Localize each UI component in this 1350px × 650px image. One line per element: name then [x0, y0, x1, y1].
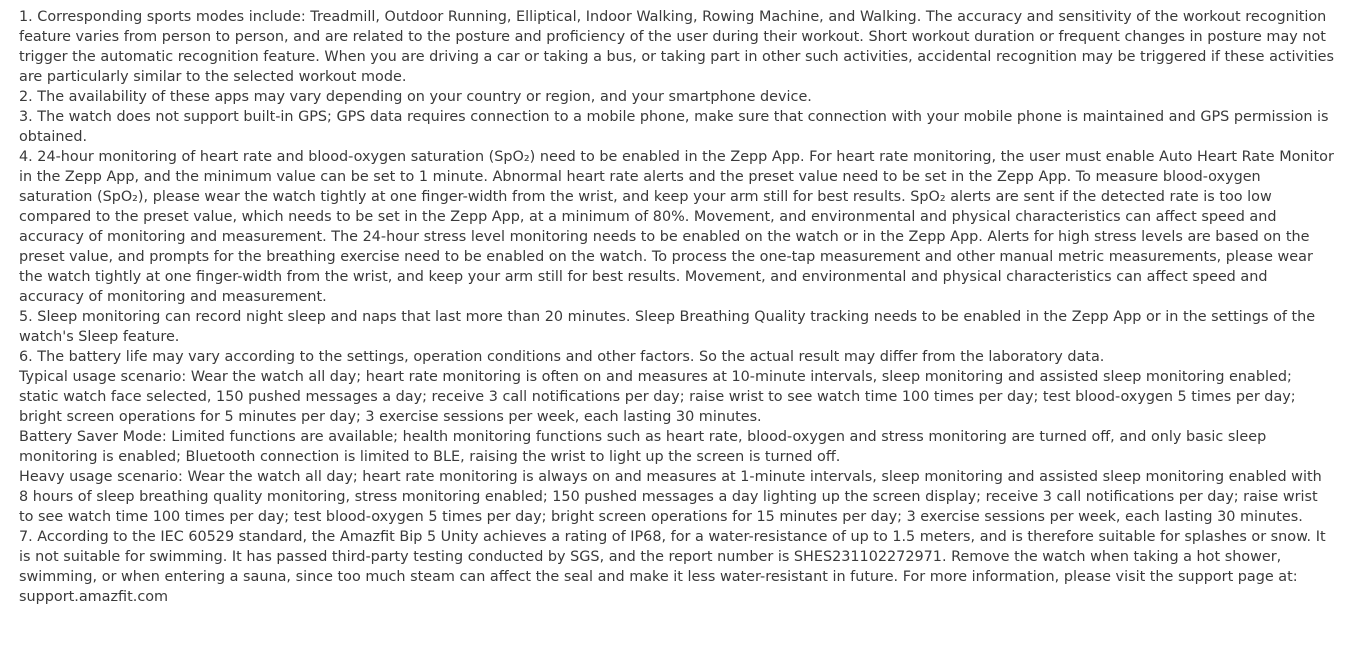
footnote-5: 5. Sleep monitoring can record night sleep and naps that last more than 20 minutes. Sleep Breathing Quality tracking needs to be enabled in the Zepp App or in the settings of the watch's Sleep feature.	[19, 309, 1316, 345]
footnote-7-text: 7. According to the IEC 60529 standard, the Amazfit Bip 5 Unity achieves a rating of IP68, for a water-resistance of up to 1.5 meters, and is therefore suitable for splashes or snow. It is not suitable for swimming. It has passed third-party testing conducted by SGS, and the report number is SHES231102272971. Remove the watch when taking a hot shower, swimming, or when entering a sauna, since too much steam can affect the seal and make it less water-resistant in future. For more information, please visit the support page at:	[19, 529, 1326, 585]
footnote-3: 3. The watch does not support built-in GPS; GPS data requires connection to a mobile phone, make sure that connection with your mobile phone is maintained and GPS permission is obtained.	[19, 109, 1329, 145]
footnote-4: 4. 24-hour monitoring of heart rate and blood-oxygen saturation (SpO₂) need to be enabled in the Zepp App. For heart rate monitoring, the user must enable Auto Heart Rate Monitor in the Zepp App, and the minimum value can be set to 1 minute. Abnormal heart rate alerts and the preset value need to be set in the Zepp App. To measure blood-oxygen saturation (SpO₂), please wear the watch tightly at one finger-width from the wrist, and keep your arm still for best results. SpO₂ alerts are sent if the detected rate is too low compared to the preset value, which needs to be set in the Zepp App, at a minimum of 80%. Movement, and environmental and physical characteristics can affect speed and accuracy of monitoring and measurement. The 24-hour stress level monitoring needs to be enabled on the watch or in the Zepp App. Alerts for high stress levels are based on the preset value, and prompts for the breathing exercise need to be enabled on the watch. To process the one-tap measurement and other manual metric measurements, please wear the watch tightly at one finger-width from the wrist, and keep your arm still for best results. Movement, and environmental and physical characteristics can affect speed and accuracy of monitoring and measurement.	[19, 149, 1334, 305]
footnote-6: 6. The battery life may vary according to the settings, operation conditions and other factors. So the actual result may differ from the laboratory data.	[19, 349, 1105, 365]
footnote-6-typical-usage: Typical usage scenario: Wear the watch all day; heart rate monitoring is often on and measures at 10-minute intervals, sleep monitoring and assisted sleep monitoring enabled; static watch face selected, 150 pushed messages a day; receive 3 call notifications per day; raise wrist to see watch time 100 times per day; test blood-oxygen 5 times per day; bright screen operations for 5 minutes per day; 3 exercise sessions per week, each lasting 30 minutes.	[19, 369, 1296, 425]
footnote-6-battery-saver: Battery Saver Mode: Limited functions are available; health monitoring functions such as heart rate, blood-oxygen and stress monitoring are turned off, and only basic sleep monitoring is enabled; Bluetooth connection is limited to BLE, raising the wrist to light up the screen is turned off.	[19, 429, 1267, 465]
support-link[interactable]: support.amazfit.com	[19, 589, 169, 605]
footnote-6-heavy-usage: Heavy usage scenario: Wear the watch all day; heart rate monitoring is always on and measures at 1-minute intervals, sleep monitoring and assisted sleep monitoring enabled with 8 hours of sleep breathing quality monitoring, stress monitoring enabled; 150 pushed messages a day lighting up the screen display; receive 3 call notifications per day; raise wrist to see watch time 100 times per day; test blood-oxygen 5 times per day; bright screen operations for 15 minutes per day; 3 exercise sessions per week, each lasting 30 minutes.	[19, 469, 1322, 525]
footnote-2: 2. The availability of these apps may vary depending on your country or region, and your smartphone device.	[19, 89, 812, 105]
footnote-7	[19, 527, 1335, 607]
footnote-1: 1. Corresponding sports modes include: Treadmill, Outdoor Running, Elliptical, Indoor Walking, Rowing Machine, and Walking. The accuracy and sensitivity of the workout recognition feature varies from person to person, and are related to the posture and proficiency of the user during their workout. Short workout duration or frequent changes in posture may not trigger the automatic recognition feature. When you are driving a car or taking a bus, or taking part in other such activities, accidental recognition may be triggered if these activities are particularly similar to the selected workout mode.	[19, 9, 1334, 85]
footnotes	[19, 7, 1335, 607]
